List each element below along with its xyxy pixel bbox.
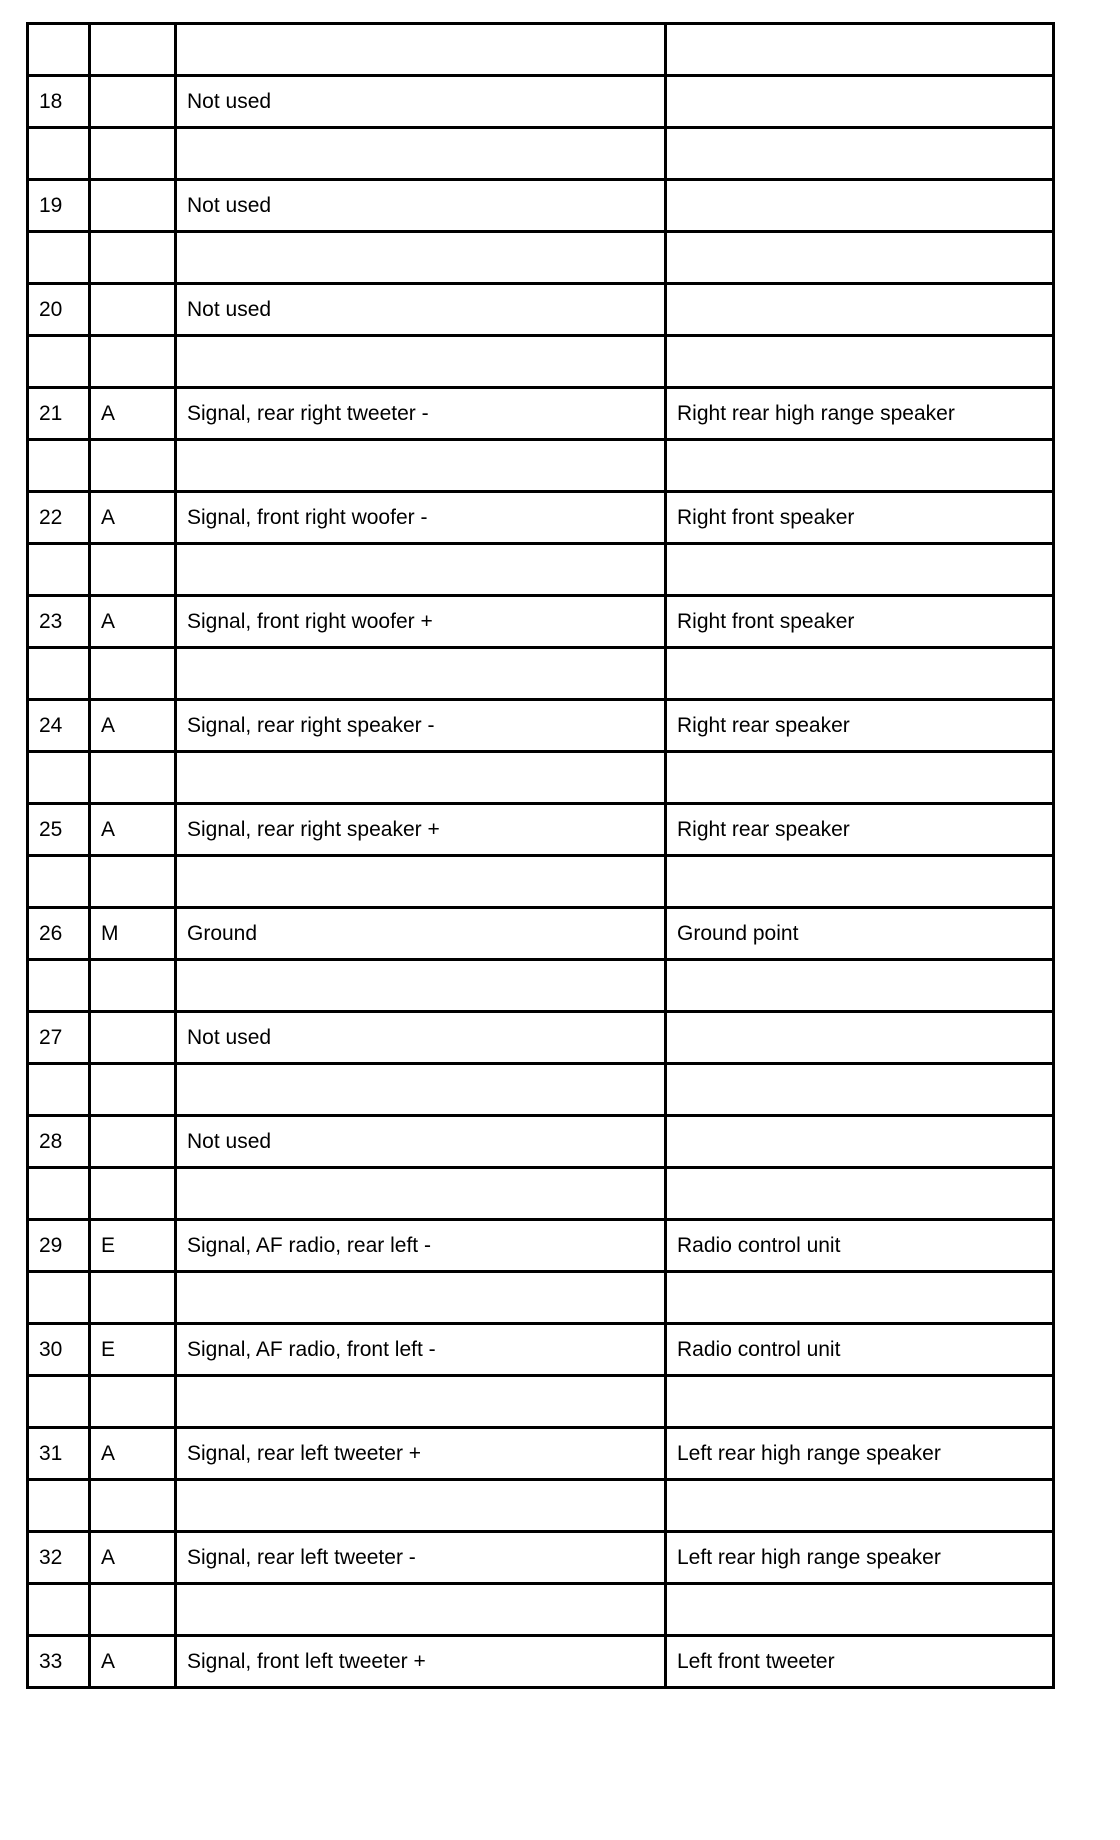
table-spacer-row <box>28 1480 1054 1532</box>
pin-description-cell <box>176 1064 666 1116</box>
pin-code-cell-text: A <box>101 1441 116 1465</box>
pin-component-cell <box>666 648 1054 700</box>
pin-component-cell-text: Right front speaker <box>677 505 855 529</box>
table-spacer-row <box>28 856 1054 908</box>
pin-description-cell-text: Not used <box>187 193 272 217</box>
pin-number-cell <box>28 440 90 492</box>
pin-component-cell-text: Radio control unit <box>677 1337 841 1361</box>
table-row <box>28 700 1054 752</box>
pin-description-cell-text: Signal, rear right speaker + <box>187 817 440 841</box>
pin-number-cell <box>28 284 90 336</box>
pin-description-cell <box>176 1012 666 1064</box>
pin-description-cell <box>176 752 666 804</box>
pin-component-cell <box>666 804 1054 856</box>
pin-number-cell <box>28 1376 90 1428</box>
pin-code-cell-text: E <box>101 1337 116 1361</box>
pin-component-cell-text: Right rear speaker <box>677 713 850 737</box>
pin-component-cell <box>666 440 1054 492</box>
pin-component-cell-text: Radio control unit <box>677 1233 841 1257</box>
pin-number-cell <box>28 1428 90 1480</box>
pin-component-cell <box>666 1116 1054 1168</box>
pin-code-cell <box>90 804 176 856</box>
pin-number-cell <box>28 1012 90 1064</box>
pin-description-cell <box>176 1376 666 1428</box>
pin-code-cell <box>90 960 176 1012</box>
pin-component-cell <box>666 1480 1054 1532</box>
pin-component-cell <box>666 1636 1054 1688</box>
pin-number-cell <box>28 856 90 908</box>
pin-description-cell <box>176 700 666 752</box>
pin-number-cell-text: 30 <box>39 1337 63 1361</box>
pin-code-cell-text: A <box>101 505 116 529</box>
table-row <box>28 1532 1054 1584</box>
pin-description-cell <box>176 1480 666 1532</box>
pin-number-cell <box>28 648 90 700</box>
pin-number-cell-text: 19 <box>39 193 63 217</box>
pin-component-cell <box>666 492 1054 544</box>
pin-code-cell <box>90 700 176 752</box>
pin-code-cell-text: M <box>101 921 119 945</box>
pin-number-cell <box>28 232 90 284</box>
pin-description-cell-text: Signal, rear left tweeter + <box>187 1441 422 1465</box>
pin-number-cell-text: 21 <box>39 401 63 425</box>
pin-description-cell-text: Not used <box>187 1129 272 1153</box>
pin-code-cell <box>90 128 176 180</box>
pin-component-cell <box>666 232 1054 284</box>
pin-component-cell <box>666 908 1054 960</box>
pin-number-cell <box>28 1636 90 1688</box>
pin-component-cell <box>666 596 1054 648</box>
pin-description-cell-text: Not used <box>187 1025 272 1049</box>
pin-code-cell <box>90 1272 176 1324</box>
pin-code-cell <box>90 544 176 596</box>
table-row <box>28 596 1054 648</box>
pin-number-cell <box>28 544 90 596</box>
pin-code-cell-text: A <box>101 713 116 737</box>
pin-component-cell <box>666 752 1054 804</box>
pin-code-cell <box>90 440 176 492</box>
pin-code-cell <box>90 284 176 336</box>
pin-component-cell <box>666 180 1054 232</box>
table-row <box>28 804 1054 856</box>
pin-number-cell <box>28 1168 90 1220</box>
pin-description-cell <box>176 804 666 856</box>
pin-number-cell-text: 26 <box>39 921 63 945</box>
pin-number-cell-text: 25 <box>39 817 63 841</box>
pin-description-cell-text: Signal, front right woofer - <box>187 505 428 529</box>
table-body <box>28 24 1054 1688</box>
pin-component-cell <box>666 128 1054 180</box>
pin-component-cell <box>666 1376 1054 1428</box>
table-row <box>28 284 1054 336</box>
pin-description-cell <box>176 960 666 1012</box>
table-spacer-row <box>28 1376 1054 1428</box>
pin-code-cell <box>90 492 176 544</box>
table-row <box>28 388 1054 440</box>
table-row <box>28 1636 1054 1688</box>
pin-number-cell <box>28 1324 90 1376</box>
pin-code-cell-text: A <box>101 1649 116 1673</box>
pin-code-cell <box>90 1376 176 1428</box>
pin-number-cell <box>28 700 90 752</box>
pin-code-cell <box>90 1584 176 1636</box>
table-spacer-row <box>28 752 1054 804</box>
pin-component-cell-text: Right front speaker <box>677 609 855 633</box>
pin-number-cell <box>28 1272 90 1324</box>
pin-number-cell <box>28 1220 90 1272</box>
pin-number-cell-text: 22 <box>39 505 63 529</box>
pin-code-cell <box>90 1636 176 1688</box>
pin-number-cell <box>28 24 90 76</box>
table-spacer-row <box>28 440 1054 492</box>
pin-component-cell-text: Right rear high range speaker <box>677 401 955 425</box>
pin-description-cell <box>176 1428 666 1480</box>
table-spacer-row <box>28 1584 1054 1636</box>
pin-number-cell <box>28 960 90 1012</box>
pin-description-cell-text: Signal, rear right tweeter - <box>187 401 429 425</box>
pin-description-cell <box>176 1168 666 1220</box>
pin-number-cell-text: 23 <box>39 609 63 633</box>
pin-code-cell <box>90 1116 176 1168</box>
pin-description-cell <box>176 284 666 336</box>
pin-code-cell <box>90 908 176 960</box>
pin-description-cell <box>176 1532 666 1584</box>
pin-number-cell <box>28 336 90 388</box>
pin-code-cell <box>90 1012 176 1064</box>
pin-number-cell <box>28 752 90 804</box>
pin-number-cell-text: 33 <box>39 1649 63 1673</box>
pin-description-cell <box>176 232 666 284</box>
table-spacer-row <box>28 336 1054 388</box>
pin-component-cell-text: Right rear speaker <box>677 817 850 841</box>
pin-number-cell <box>28 908 90 960</box>
pin-code-cell-text: A <box>101 1545 116 1569</box>
pin-description-cell <box>176 180 666 232</box>
table-row <box>28 1324 1054 1376</box>
table-spacer-row <box>28 1064 1054 1116</box>
pin-component-cell <box>666 1324 1054 1376</box>
pin-code-cell <box>90 648 176 700</box>
table-spacer-row <box>28 128 1054 180</box>
pin-description-cell <box>176 1116 666 1168</box>
pin-code-cell <box>90 856 176 908</box>
pin-number-cell <box>28 128 90 180</box>
pin-number-cell-text: 24 <box>39 713 63 737</box>
pin-component-cell <box>666 1584 1054 1636</box>
pin-code-cell <box>90 1480 176 1532</box>
pin-component-cell-text: Left front tweeter <box>677 1649 835 1673</box>
pin-description-cell <box>176 336 666 388</box>
pin-code-cell <box>90 596 176 648</box>
pin-component-cell <box>666 76 1054 128</box>
pin-component-cell <box>666 856 1054 908</box>
pin-component-cell <box>666 1220 1054 1272</box>
pin-number-cell <box>28 596 90 648</box>
pin-component-cell <box>666 1428 1054 1480</box>
table-row <box>28 180 1054 232</box>
pin-description-cell <box>176 492 666 544</box>
pin-code-cell-text: E <box>101 1233 116 1257</box>
pin-description-cell-text: Signal, AF radio, rear left - <box>187 1233 431 1257</box>
pin-number-cell <box>28 1584 90 1636</box>
table-row <box>28 76 1054 128</box>
pin-description-cell-text: Not used <box>187 89 272 113</box>
pin-number-cell <box>28 804 90 856</box>
pin-number-cell-text: 31 <box>39 1441 63 1465</box>
pin-code-cell <box>90 1324 176 1376</box>
pin-component-cell <box>666 1012 1054 1064</box>
pin-description-cell-text: Not used <box>187 297 272 321</box>
pin-number-cell <box>28 1480 90 1532</box>
pin-code-cell <box>90 1168 176 1220</box>
pin-number-cell-text: 32 <box>39 1545 63 1569</box>
pin-number-cell <box>28 1064 90 1116</box>
pin-component-cell-text: Left rear high range speaker <box>677 1441 941 1465</box>
table-spacer-row <box>28 960 1054 1012</box>
pin-number-cell-text: 20 <box>39 297 63 321</box>
table-spacer-row <box>28 24 1054 76</box>
pin-number-cell <box>28 76 90 128</box>
pin-component-cell <box>666 700 1054 752</box>
pin-description-cell <box>176 856 666 908</box>
pin-number-cell <box>28 1116 90 1168</box>
pin-code-cell-text: A <box>101 609 116 633</box>
pin-code-cell <box>90 76 176 128</box>
pin-description-cell-text: Signal, front right woofer + <box>187 609 433 633</box>
pin-component-cell <box>666 1272 1054 1324</box>
pin-description-cell-text: Signal, rear left tweeter - <box>187 1545 416 1569</box>
pin-component-cell <box>666 1532 1054 1584</box>
pin-description-cell <box>176 908 666 960</box>
pin-description-cell <box>176 1272 666 1324</box>
pin-description-cell <box>176 648 666 700</box>
pin-description-cell <box>176 1220 666 1272</box>
pin-code-cell <box>90 1220 176 1272</box>
pin-number-cell-text: 27 <box>39 1025 63 1049</box>
table-row <box>28 908 1054 960</box>
pin-number-cell <box>28 492 90 544</box>
pin-code-cell-text: A <box>101 817 116 841</box>
table-spacer-row <box>28 648 1054 700</box>
pin-description-cell <box>176 596 666 648</box>
pin-component-cell <box>666 960 1054 1012</box>
pin-description-cell <box>176 1324 666 1376</box>
pin-code-cell <box>90 1532 176 1584</box>
pin-code-cell <box>90 752 176 804</box>
pin-code-cell <box>90 180 176 232</box>
pin-code-cell <box>90 1428 176 1480</box>
pin-number-cell-text: 29 <box>39 1233 63 1257</box>
pin-description-cell-text: Signal, rear right speaker - <box>187 713 435 737</box>
pin-component-cell-text: Ground point <box>677 921 799 945</box>
pin-description-cell-text: Ground <box>187 921 258 945</box>
pin-description-cell <box>176 24 666 76</box>
pin-component-cell <box>666 388 1054 440</box>
pin-component-cell <box>666 1064 1054 1116</box>
pin-component-cell <box>666 1168 1054 1220</box>
pin-component-cell <box>666 544 1054 596</box>
table-spacer-row <box>28 544 1054 596</box>
table-row <box>28 1428 1054 1480</box>
pin-number-cell-text: 28 <box>39 1129 63 1153</box>
pin-description-cell <box>176 128 666 180</box>
pin-description-cell <box>176 1584 666 1636</box>
pin-number-cell-text: 18 <box>39 89 63 113</box>
pin-code-cell <box>90 24 176 76</box>
pin-code-cell <box>90 388 176 440</box>
table-spacer-row <box>28 1168 1054 1220</box>
pin-component-cell <box>666 284 1054 336</box>
pin-description-cell <box>176 440 666 492</box>
pin-description-cell-text: Signal, front left tweeter + <box>187 1649 426 1673</box>
connector-pinout-table <box>26 22 1055 1689</box>
pin-component-cell-text: Left rear high range speaker <box>677 1545 941 1569</box>
pin-number-cell <box>28 1532 90 1584</box>
pin-code-cell <box>90 336 176 388</box>
table-spacer-row <box>28 232 1054 284</box>
pin-description-cell <box>176 388 666 440</box>
pin-description-cell-text: Signal, AF radio, front left - <box>187 1337 436 1361</box>
pin-number-cell <box>28 180 90 232</box>
table-row <box>28 1116 1054 1168</box>
table-row <box>28 1012 1054 1064</box>
table-row <box>28 1220 1054 1272</box>
pin-number-cell <box>28 388 90 440</box>
pin-component-cell <box>666 24 1054 76</box>
pin-description-cell <box>176 544 666 596</box>
pin-code-cell <box>90 232 176 284</box>
table-row <box>28 492 1054 544</box>
pin-code-cell-text: A <box>101 401 116 425</box>
table-spacer-row <box>28 1272 1054 1324</box>
pin-component-cell <box>666 336 1054 388</box>
pin-description-cell <box>176 1636 666 1688</box>
pin-code-cell <box>90 1064 176 1116</box>
pin-description-cell <box>176 76 666 128</box>
